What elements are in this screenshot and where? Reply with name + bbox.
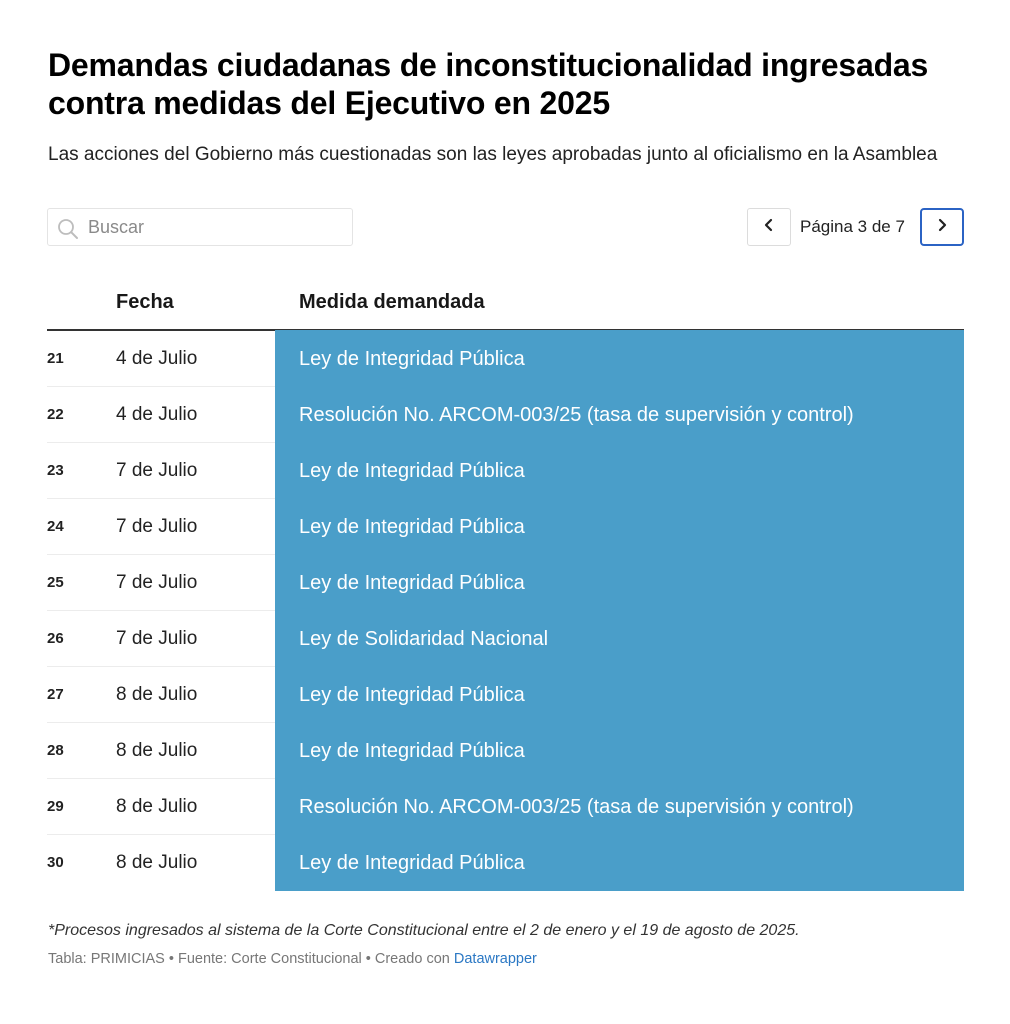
- page-indicator: Página 3 de 7: [800, 217, 905, 236]
- row-date: 7 de Julio: [116, 516, 198, 537]
- chevron-right-icon: [935, 218, 949, 237]
- row-medida: Resolución No. ARCOM-003/25 (tasa de supervisión y control): [275, 386, 964, 443]
- table-row: [47, 611, 964, 667]
- row-number: 30: [47, 854, 64, 871]
- row-medida: Ley de Integridad Pública: [275, 330, 964, 387]
- table-row: [47, 499, 964, 555]
- search-icon: [56, 217, 80, 241]
- table-body: [47, 331, 964, 891]
- table-row: [47, 835, 964, 891]
- column-header-fecha[interactable]: Fecha: [116, 291, 174, 313]
- row-number: 21: [47, 350, 64, 367]
- table-row: [47, 779, 964, 835]
- row-number: 26: [47, 630, 64, 647]
- row-date: 8 de Julio: [116, 852, 198, 873]
- row-date: 7 de Julio: [116, 460, 198, 481]
- row-medida: Ley de Integridad Pública: [275, 834, 964, 891]
- row-medida: Ley de Integridad Pública: [275, 442, 964, 499]
- row-number: 28: [47, 742, 64, 759]
- table-row: [47, 387, 964, 443]
- chevron-left-icon: [762, 218, 776, 237]
- page-title: Demandas ciudadanas de inconstitucionalidad ingresadas contra medidas del Ejecutivo en 2025: [48, 47, 929, 121]
- row-medida: Resolución No. ARCOM-003/25 (tasa de supervisión y control): [275, 778, 964, 835]
- search-box: [47, 208, 353, 246]
- row-date: 8 de Julio: [116, 684, 198, 705]
- row-medida: Ley de Integridad Pública: [275, 722, 964, 779]
- row-date: 4 de Julio: [116, 348, 198, 369]
- row-date: 7 de Julio: [116, 572, 198, 593]
- table-row: [47, 443, 964, 499]
- row-number: 22: [47, 406, 64, 423]
- row-number: 24: [47, 518, 64, 535]
- row-medida: Ley de Integridad Pública: [275, 554, 964, 611]
- datawrapper-link[interactable]: Datawrapper: [453, 951, 537, 967]
- row-number: 29: [47, 798, 64, 815]
- table-row: [47, 667, 964, 723]
- page-subtitle: Las acciones del Gobierno más cuestionadas son las leyes aprobadas junto al oficialismo en la Asamblea: [48, 144, 938, 165]
- table-row: [47, 723, 964, 779]
- table-row: [47, 331, 964, 387]
- search-input[interactable]: [88, 209, 346, 245]
- row-medida: Ley de Solidaridad Nacional: [275, 610, 964, 667]
- next-page-button[interactable]: [920, 208, 964, 246]
- row-number: 27: [47, 686, 64, 703]
- credits-text: Tabla: PRIMICIAS • Fuente: Corte Constitucional • Creado con: [48, 951, 454, 967]
- row-date: 7 de Julio: [116, 628, 198, 649]
- footer-credits: [48, 951, 968, 967]
- row-date: 8 de Julio: [116, 740, 198, 761]
- row-number: 23: [47, 462, 64, 479]
- row-date: 8 de Julio: [116, 796, 198, 817]
- previous-page-button[interactable]: [747, 208, 791, 246]
- row-medida: Ley de Integridad Pública: [275, 498, 964, 555]
- table-row: [47, 555, 964, 611]
- row-number: 25: [47, 574, 64, 591]
- table-note: *Procesos ingresados al sistema de la Corte Constitucional entre el 2 de enero y el 19 de agosto de 2025.: [48, 922, 800, 939]
- column-header-medida[interactable]: Medida demandada: [299, 291, 485, 313]
- row-date: 4 de Julio: [116, 404, 198, 425]
- row-medida: Ley de Integridad Pública: [275, 666, 964, 723]
- table-header: [47, 279, 964, 331]
- data-table: [47, 279, 964, 891]
